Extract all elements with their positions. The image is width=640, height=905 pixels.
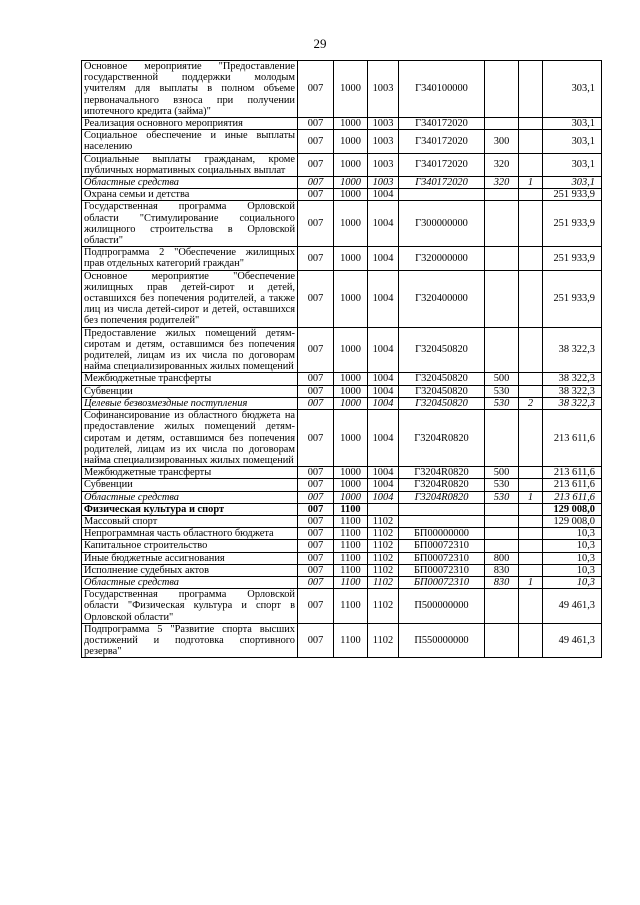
row-name-cell: Межбюджетные трансферты: [82, 467, 298, 479]
row-sum-cell: 303,1: [543, 130, 602, 153]
row-sum-cell: 38 322,3: [543, 373, 602, 385]
row-name-cell: Основное мероприятие "Предоставление государственной поддержки молодым учителям для выплаты в полном объеме первоначального взноса при получении ипотечного кредита (займа)": [82, 61, 298, 118]
row-admin-code-cell: 007: [298, 564, 334, 576]
row-admin-code-cell: 007: [298, 479, 334, 491]
row-sum-cell: 213 611,6: [543, 491, 602, 503]
table-row: [82, 327, 602, 373]
row-target-article-cell: [399, 503, 485, 515]
row-name-cell: Массовый спорт: [82, 515, 298, 527]
row-income-code-cell: [519, 118, 543, 130]
row-sum-cell: 213 611,6: [543, 467, 602, 479]
table-row: [82, 189, 602, 201]
row-name-cell: Субвенции: [82, 479, 298, 491]
row-name-cell: Государственная программа Орловской области "Физическая культура и спорт в Орловской области": [82, 589, 298, 624]
row-target-article-cell: Г3204R0820: [399, 491, 485, 503]
row-admin-code-cell: 007: [298, 540, 334, 552]
row-income-code-cell: 1: [519, 491, 543, 503]
row-expense-type-cell: 530: [485, 479, 519, 491]
row-admin-code-cell: 007: [298, 247, 334, 270]
row-section-cell: 1000: [334, 410, 368, 467]
row-section-cell: 1000: [334, 397, 368, 409]
row-section-cell: 1100: [334, 576, 368, 588]
row-section-cell: 1000: [334, 130, 368, 153]
row-name-cell: Софинансирование из областного бюджета на предоставление жилых помещений детям-сиротам и детям, оставшимся без попечения родителей, лицам из их числа по договорам найма специализированных жилых помещений: [82, 410, 298, 467]
row-name-cell: Субвенции: [82, 385, 298, 397]
table-row: [82, 61, 602, 118]
row-subsection-cell: 1003: [368, 153, 399, 176]
row-admin-code-cell: 007: [298, 552, 334, 564]
row-target-article-cell: Г320450820: [399, 373, 485, 385]
row-sum-cell: 129 008,0: [543, 503, 602, 515]
row-expense-type-cell: [485, 515, 519, 527]
row-name-cell: Областные средства: [82, 576, 298, 588]
row-income-code-cell: [519, 540, 543, 552]
row-subsection-cell: 1003: [368, 177, 399, 189]
row-sum-cell: 10,3: [543, 540, 602, 552]
table-row: [82, 201, 602, 247]
row-expense-type-cell: [485, 623, 519, 658]
row-subsection-cell: 1102: [368, 540, 399, 552]
row-name-cell: Областные средства: [82, 177, 298, 189]
row-subsection-cell: 1102: [368, 515, 399, 527]
row-section-cell: 1000: [334, 153, 368, 176]
row-section-cell: 1100: [334, 564, 368, 576]
row-sum-cell: 10,3: [543, 576, 602, 588]
row-target-article-cell: П500000000: [399, 589, 485, 624]
row-target-article-cell: БП00072310: [399, 552, 485, 564]
row-sum-cell: 10,3: [543, 552, 602, 564]
table-row: [82, 118, 602, 130]
row-subsection-cell: 1004: [368, 327, 399, 373]
table-row: [82, 552, 602, 564]
row-target-article-cell: Г340100000: [399, 61, 485, 118]
table-row: [82, 479, 602, 491]
row-section-cell: 1000: [334, 467, 368, 479]
row-income-code-cell: [519, 564, 543, 576]
row-subsection-cell: 1102: [368, 564, 399, 576]
row-name-cell: Основное мероприятие "Обеспечение жилищных прав детей-сирот и детей, оставшихся без попечения родителей, а также лиц из числа детей-сирот и детей, оставшихся без попечения родителей": [82, 270, 298, 327]
row-subsection-cell: 1102: [368, 528, 399, 540]
row-income-code-cell: [519, 61, 543, 118]
table-row: [82, 491, 602, 503]
row-target-article-cell: Г320450820: [399, 327, 485, 373]
row-admin-code-cell: 007: [298, 201, 334, 247]
row-section-cell: 1100: [334, 540, 368, 552]
row-name-cell: Предоставление жилых помещений детям-сиротам и детям, оставшимся без попечения родителей, лицам из их числа по договорам найма специализированных жилых помещений: [82, 327, 298, 373]
row-target-article-cell: БП00072310: [399, 540, 485, 552]
row-target-article-cell: Г320450820: [399, 397, 485, 409]
row-income-code-cell: [519, 528, 543, 540]
row-subsection-cell: 1004: [368, 385, 399, 397]
row-name-cell: Целевые безвозмездные поступления: [82, 397, 298, 409]
row-subsection-cell: 1004: [368, 397, 399, 409]
row-sum-cell: 10,3: [543, 528, 602, 540]
row-admin-code-cell: 007: [298, 397, 334, 409]
budget-table: [81, 60, 602, 658]
row-subsection-cell: 1102: [368, 589, 399, 624]
table-row: [82, 270, 602, 327]
row-income-code-cell: [519, 515, 543, 527]
row-expense-type-cell: [485, 410, 519, 467]
row-target-article-cell: Г320450820: [399, 385, 485, 397]
row-name-cell: Непрограммная часть областного бюджета: [82, 528, 298, 540]
row-target-article-cell: Г3204R0820: [399, 479, 485, 491]
row-income-code-cell: 1: [519, 177, 543, 189]
row-target-article-cell: БП00072310: [399, 576, 485, 588]
row-subsection-cell: 1102: [368, 576, 399, 588]
row-income-code-cell: [519, 552, 543, 564]
row-subsection-cell: 1004: [368, 491, 399, 503]
row-income-code-cell: [519, 373, 543, 385]
row-expense-type-cell: [485, 118, 519, 130]
row-name-cell: Исполнение судебных актов: [82, 564, 298, 576]
row-target-article-cell: Г3204R0820: [399, 467, 485, 479]
row-target-article-cell: [399, 189, 485, 201]
row-expense-type-cell: [485, 327, 519, 373]
row-expense-type-cell: 500: [485, 467, 519, 479]
row-target-article-cell: Г340172020: [399, 153, 485, 176]
row-section-cell: 1000: [334, 247, 368, 270]
row-subsection-cell: 1003: [368, 130, 399, 153]
row-expense-type-cell: 530: [485, 491, 519, 503]
row-income-code-cell: 2: [519, 397, 543, 409]
row-expense-type-cell: [485, 503, 519, 515]
row-sum-cell: 49 461,3: [543, 589, 602, 624]
row-admin-code-cell: 007: [298, 327, 334, 373]
row-expense-type-cell: [485, 201, 519, 247]
row-section-cell: 1000: [334, 327, 368, 373]
table-row: [82, 397, 602, 409]
row-admin-code-cell: 007: [298, 410, 334, 467]
row-income-code-cell: [519, 589, 543, 624]
row-name-cell: Охрана семьи и детства: [82, 189, 298, 201]
row-income-code-cell: [519, 130, 543, 153]
row-income-code-cell: [519, 247, 543, 270]
row-admin-code-cell: 007: [298, 177, 334, 189]
row-income-code-cell: [519, 385, 543, 397]
row-sum-cell: 129 008,0: [543, 515, 602, 527]
row-section-cell: 1100: [334, 515, 368, 527]
row-income-code-cell: [519, 503, 543, 515]
row-name-cell: Иные бюджетные ассигнования: [82, 552, 298, 564]
row-expense-type-cell: [485, 61, 519, 118]
row-sum-cell: 10,3: [543, 564, 602, 576]
row-expense-type-cell: 320: [485, 177, 519, 189]
table-row: [82, 589, 602, 624]
row-section-cell: 1100: [334, 623, 368, 658]
row-sum-cell: 38 322,3: [543, 397, 602, 409]
row-sum-cell: 303,1: [543, 118, 602, 130]
row-target-article-cell: Г320400000: [399, 270, 485, 327]
row-expense-type-cell: 800: [485, 552, 519, 564]
row-name-cell: Межбюджетные трансферты: [82, 373, 298, 385]
row-sum-cell: 303,1: [543, 153, 602, 176]
row-sum-cell: 49 461,3: [543, 623, 602, 658]
row-subsection-cell: 1003: [368, 118, 399, 130]
row-section-cell: 1100: [334, 552, 368, 564]
row-admin-code-cell: 007: [298, 373, 334, 385]
row-income-code-cell: [519, 623, 543, 658]
row-section-cell: 1000: [334, 491, 368, 503]
table-row: [82, 385, 602, 397]
row-expense-type-cell: 320: [485, 153, 519, 176]
row-target-article-cell: Г340172020: [399, 177, 485, 189]
row-name-cell: Капитальное строительство: [82, 540, 298, 552]
row-income-code-cell: [519, 410, 543, 467]
row-subsection-cell: 1004: [368, 201, 399, 247]
row-section-cell: 1100: [334, 528, 368, 540]
row-income-code-cell: [519, 189, 543, 201]
row-sum-cell: 303,1: [543, 61, 602, 118]
row-section-cell: 1000: [334, 479, 368, 491]
row-subsection-cell: 1004: [368, 270, 399, 327]
table-row: [82, 467, 602, 479]
row-expense-type-cell: [485, 247, 519, 270]
row-target-article-cell: [399, 515, 485, 527]
table-row: [82, 503, 602, 515]
row-name-cell: Физическая культура и спорт: [82, 503, 298, 515]
row-target-article-cell: БП00000000: [399, 528, 485, 540]
row-admin-code-cell: 007: [298, 118, 334, 130]
row-section-cell: 1000: [334, 270, 368, 327]
table-row: [82, 564, 602, 576]
row-target-article-cell: БП00072310: [399, 564, 485, 576]
row-expense-type-cell: 830: [485, 564, 519, 576]
row-sum-cell: 251 933,9: [543, 270, 602, 327]
row-expense-type-cell: 830: [485, 576, 519, 588]
table-row: [82, 247, 602, 270]
row-expense-type-cell: [485, 589, 519, 624]
row-name-cell: Социальные выплаты гражданам, кроме публичных нормативных социальных выплат: [82, 153, 298, 176]
table-row: [82, 528, 602, 540]
row-subsection-cell: 1004: [368, 479, 399, 491]
row-expense-type-cell: [485, 528, 519, 540]
row-sum-cell: 38 322,3: [543, 327, 602, 373]
row-sum-cell: 251 933,9: [543, 189, 602, 201]
row-admin-code-cell: 007: [298, 623, 334, 658]
page-number: 29: [313, 36, 327, 51]
row-income-code-cell: [519, 479, 543, 491]
row-section-cell: 1000: [334, 201, 368, 247]
table-row: [82, 576, 602, 588]
row-sum-cell: 213 611,6: [543, 410, 602, 467]
row-income-code-cell: [519, 327, 543, 373]
row-subsection-cell: 1004: [368, 410, 399, 467]
row-income-code-cell: [519, 270, 543, 327]
row-income-code-cell: [519, 153, 543, 176]
row-section-cell: 1000: [334, 189, 368, 201]
row-subsection-cell: 1102: [368, 623, 399, 658]
row-expense-type-cell: [485, 270, 519, 327]
row-expense-type-cell: 500: [485, 373, 519, 385]
row-section-cell: 1000: [334, 118, 368, 130]
row-subsection-cell: 1004: [368, 189, 399, 201]
row-expense-type-cell: [485, 540, 519, 552]
row-expense-type-cell: 530: [485, 385, 519, 397]
row-name-cell: Областные средства: [82, 491, 298, 503]
row-name-cell: Государственная программа Орловской области "Стимулирование социального жилищного строительства в Орловской области": [82, 201, 298, 247]
row-subsection-cell: 1004: [368, 467, 399, 479]
row-subsection-cell: 1004: [368, 247, 399, 270]
row-sum-cell: 303,1: [543, 177, 602, 189]
row-sum-cell: 38 322,3: [543, 385, 602, 397]
row-sum-cell: 251 933,9: [543, 247, 602, 270]
row-section-cell: 1000: [334, 61, 368, 118]
row-income-code-cell: [519, 201, 543, 247]
row-admin-code-cell: 007: [298, 61, 334, 118]
row-admin-code-cell: 007: [298, 153, 334, 176]
row-sum-cell: 251 933,9: [543, 201, 602, 247]
row-admin-code-cell: 007: [298, 130, 334, 153]
row-expense-type-cell: 300: [485, 130, 519, 153]
table-row: [82, 373, 602, 385]
row-admin-code-cell: 007: [298, 576, 334, 588]
table-row: [82, 130, 602, 153]
table-row: [82, 153, 602, 176]
table-row: [82, 515, 602, 527]
row-income-code-cell: [519, 467, 543, 479]
row-section-cell: 1000: [334, 177, 368, 189]
row-target-article-cell: Г340172020: [399, 118, 485, 130]
row-admin-code-cell: 007: [298, 491, 334, 503]
table-row: [82, 410, 602, 467]
table-row: [82, 177, 602, 189]
row-name-cell: Подпрограмма 5 "Развитие спорта высших достижений и подготовка спортивного резерва": [82, 623, 298, 658]
row-admin-code-cell: 007: [298, 528, 334, 540]
row-target-article-cell: Г3204R0820: [399, 410, 485, 467]
row-target-article-cell: Г300000000: [399, 201, 485, 247]
row-expense-type-cell: [485, 189, 519, 201]
row-admin-code-cell: 007: [298, 589, 334, 624]
row-income-code-cell: 1: [519, 576, 543, 588]
row-target-article-cell: Г340172020: [399, 130, 485, 153]
row-admin-code-cell: 007: [298, 515, 334, 527]
row-target-article-cell: П550000000: [399, 623, 485, 658]
row-section-cell: 1000: [334, 385, 368, 397]
row-section-cell: 1100: [334, 589, 368, 624]
row-subsection-cell: 1102: [368, 552, 399, 564]
row-admin-code-cell: 007: [298, 189, 334, 201]
row-sum-cell: 213 611,6: [543, 479, 602, 491]
row-subsection-cell: [368, 503, 399, 515]
row-section-cell: 1100: [334, 503, 368, 515]
row-admin-code-cell: 007: [298, 467, 334, 479]
row-admin-code-cell: 007: [298, 503, 334, 515]
row-name-cell: Реализация основного мероприятия: [82, 118, 298, 130]
row-name-cell: Социальное обеспечение и иные выплаты населению: [82, 130, 298, 153]
row-admin-code-cell: 007: [298, 270, 334, 327]
row-target-article-cell: Г320000000: [399, 247, 485, 270]
table-row: [82, 540, 602, 552]
row-expense-type-cell: 530: [485, 397, 519, 409]
table-row: [82, 623, 602, 658]
row-admin-code-cell: 007: [298, 385, 334, 397]
row-name-cell: Подпрограмма 2 "Обеспечение жилищных прав отдельных категорий граждан": [82, 247, 298, 270]
row-subsection-cell: 1003: [368, 61, 399, 118]
row-subsection-cell: 1004: [368, 373, 399, 385]
row-section-cell: 1000: [334, 373, 368, 385]
